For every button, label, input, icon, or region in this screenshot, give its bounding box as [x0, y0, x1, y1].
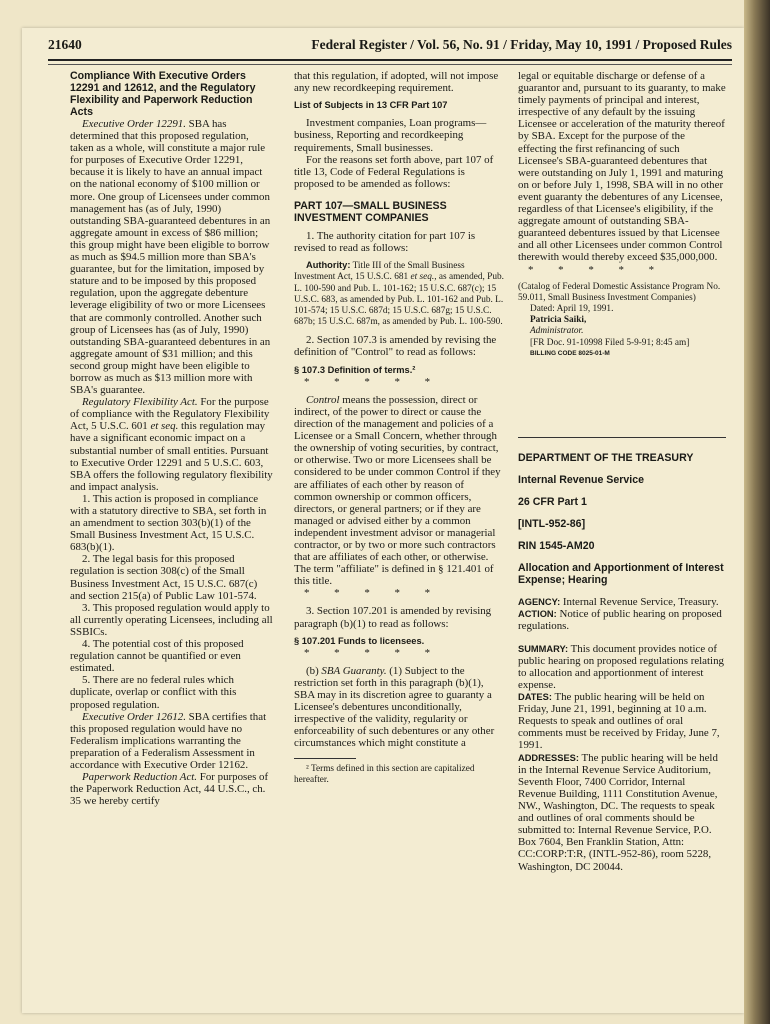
agency-line — [518, 596, 726, 608]
column-3 — [518, 70, 726, 358]
rfa-label: Regulatory Flexibility Act. — [82, 396, 198, 409]
summary-line — [518, 643, 726, 691]
rfa-paragraph — [70, 396, 273, 493]
section-107-3-heading: § 107.3 Definition of terms.² — [294, 364, 416, 375]
analysis-item-4: 4. The potential cost of this proposed regulation cannot be quantified or even estimated. — [70, 638, 244, 675]
ellipsis-stars: * * * * * — [304, 375, 442, 388]
guaranty-continuation: legal or equitable discharge or defense of a guarantor and, pursuant to its guaranty, to make timely payments of principal and interest, irrespective of any default by the issuing Licensee or acceleration of the maturity thereof by SBA. Except for the purpose of the effecting the first refinancing of such Licensee's SBA-guaranteed debentures that were outstanding on July 1, 1991 and maturing on or before July 1, 1998, SBA will in no other event guaranty the debentures of any Licensee, regardless of that Licensee's eligibility, if the aggregate amount of outstanding SBA-guaranteed debentures issued by that Licensee and all other Licensees under common Control therewith would thereby exceed $35,000,000. — [518, 70, 726, 264]
dates-text: The public hearing will be held on Friday, June 21, 1991, beginning at 10 a.m. Requests to speak and outlines of oral comments must be received by Friday, June 7, 1991. — [518, 690, 720, 752]
billing-code: BILLING CODE 8025-01-M — [530, 349, 610, 357]
rin-number: RIN 1545-AM20 — [518, 540, 595, 552]
rfa-etseq: et seq. — [147, 420, 179, 433]
addresses-text: The public hearing will be held in the Internal Revenue Service Auditorium, Seventh Floor, 7400 Corridor, Internal Revenue Building, 1111 Constitution Avenue, NW., Washington, DC. The requests to speak and outlines of oral comments should be submitted to: Internal Revenue Service, P.O. Box 7604, Ben Franklin Station, Attn: CC:CORP:T:R, (INTL-952-86), room 5228, Washington, DC 20044. — [518, 751, 718, 873]
docket-number: [INTL-952-86] — [518, 518, 586, 530]
eo12612-text: SBA certifies that this proposed regulation would have no Federalism implications warranting the preparation of a Federalism Assessment in accordance with Executive Order 12162. — [70, 710, 267, 771]
instruction-2: 2. Section 107.3 is amended by revising the definition of "Control" to read as follows: — [294, 334, 497, 359]
control-text: means the possession, direct or indirect, of the power to direct or cause the direction of the management and policies of a Licensee or a Small Concern, whether through the ownership of voting securities, by contract, or otherwise. Two or more Licensees shall be considered to be under common Control if they are affiliates of each other by reason of common ownership or common officers, directors, or general partners; or if they are managed or advised either by a common independent investment advisor or managerial contractor, or by two or more such contractors that are affiliates of each other, or otherwise. The term "affiliate" is defined in § 121.401 of this title. — [294, 393, 501, 588]
authority-citation — [294, 260, 504, 328]
column-1 — [70, 70, 273, 807]
column-2 — [294, 70, 504, 786]
fr-doc-line: [FR Doc. 91-10998 Filed 5-9-91; 8:45 am] — [530, 337, 690, 348]
action-line — [518, 608, 726, 632]
pra-text: For purposes of the Paperwork Reduction Act, 44 U.S.C., ch. 35 we hereby certify — [70, 771, 269, 808]
addresses-label: ADDRESSES: — [518, 752, 579, 763]
subjects-list: Investment companies, Loan programs—business, Reporting and recordkeeping requirements, Small businesses. — [294, 117, 487, 154]
running-title: Federal Register / Vol. 56, No. 91 / Friday, May 10, 1991 / Proposed Rules — [311, 37, 732, 52]
agency-heading: Internal Revenue Service — [518, 474, 645, 486]
ellipsis-stars-4: * * * * * — [528, 263, 666, 276]
authority-text-a: Title III of the Small Business Investment Act, 15 U.S.C. 681 — [294, 261, 465, 283]
reasons-paragraph: For the reasons set forth above, part 107 of title 13, Code of Federal Regulations is proposed to be amended as follows: — [294, 153, 494, 190]
page-edge-shadow — [744, 0, 770, 1024]
addresses-line — [518, 752, 726, 873]
subjects-heading: List of Subjects in 13 CFR Part 107 — [294, 100, 448, 111]
agency-label: AGENCY: — [518, 597, 561, 607]
header-rule — [48, 59, 732, 65]
agency-text: Internal Revenue Service, Treasury. — [560, 596, 719, 608]
dated-line: Dated: April 19, 1991. — [530, 304, 614, 314]
column-3-treasury — [518, 452, 726, 873]
control-definition — [294, 394, 504, 588]
page-header — [48, 37, 732, 57]
ellipsis-stars-2: * * * * * — [304, 587, 442, 600]
signer-title: Administrator. — [530, 326, 584, 337]
analysis-item-5: 5. There are no federal rules which duplicate, overlap or conflict with this proposed regulation. — [70, 674, 237, 711]
b-label: (b) — [306, 664, 322, 677]
page-number: 21640 — [48, 37, 82, 52]
authority-label: Authority: — [306, 260, 351, 271]
sba-guaranty-paragraph — [294, 665, 504, 750]
eo12291-label: Executive Order 12291. — [82, 118, 186, 130]
summary-text: This document provides notice of public hearing on proposed regulations relating to allocation and apportionment of interest expense. — [518, 642, 724, 691]
catalog-citation: (Catalog of Federal Domestic Assistance Program No. 59.011, Small Business Investment Companies) — [518, 281, 721, 303]
department-heading: DEPARTMENT OF THE TREASURY — [518, 452, 694, 464]
rfa-text: For the purpose of compliance with the Regulatory Flexibility Act, 5 U.S.C. 601 — [70, 396, 270, 433]
cfr-heading: 26 CFR Part 1 — [518, 496, 587, 508]
eo12612-paragraph — [70, 711, 273, 771]
section-divider — [518, 437, 726, 438]
rfa-text-2: this regulation may have a significant economic impact on a substantial number of small entities. Pursuant to Executive Order 12291 and 5 U.S.C. 603, SBA offers the following regulatory flexibility and impact analysis. — [70, 420, 273, 493]
document-title: Allocation and Apportionment of Interest Expense; Hearing — [518, 562, 724, 586]
part-heading: PART 107—SMALL BUSINESS INVESTMENT COMPANIES — [294, 199, 447, 224]
instruction-1: 1. The authority citation for part 107 is revised to read as follows: — [294, 229, 476, 255]
ellipsis-stars-3: * * * * * — [304, 646, 442, 659]
eo12291-text: SBA has determined that this proposed regulation, taken as a whole, will constitute a major rule for purposes of Executive Order 12291, because it is likely to have an annual impact on the national economy of $100 million or more. One group of Licensees under common management has (as of July, 1990) outstanding SBA-guaranteed debentures in an aggregate amount in excess of $86 million; this group might have been eligible to borrow as much as $94.5 million more than SBA's guarantee, but for the limitation, imposed by stature and to be imposed by this proposed regulation, upon the aggregate debenture leverage eligibility of two or more Licensees that are commonly controlled. Another such group of Licensees has (as of July, 1990) outstanding SBA-guaranteed debentures in an aggregate amount of $31 million; and this second group might have been eligible to borrow as much as $13 million more with SBA's guarantee. — [70, 118, 271, 397]
eo12291-paragraph — [70, 118, 273, 396]
sba-guaranty-text: (1) Subject to the restriction set forth in this paragraph (b)(1), SBA may in its discretion agree to guaranty a Licensee's debentures unconditionally, irrespective of the validity, regularity or enforceability of such debentures or any other circumstances which might constitute a — [294, 664, 495, 750]
action-text: Notice of public hearing on proposed regulations. — [518, 608, 722, 633]
pra-label: Paperwork Reduction Act. — [82, 771, 198, 784]
pra-continuation: that this regulation, if adopted, will not impose any new recordkeeping requirement. — [294, 70, 499, 95]
footnote-rule — [294, 758, 356, 759]
section-107-201-heading: § 107.201 Funds to licensees. — [294, 635, 425, 646]
control-term: Control — [306, 393, 340, 406]
analysis-item-1: 1. This action is proposed in compliance with a statutory directive to SBA, set forth in an amendment to section 303(b)(1) of the Small Business Investment Act, 15 U.S.C. 683(b)(1). — [70, 492, 267, 554]
footnote: ² Terms defined in this section are capitalized hereafter. — [294, 763, 475, 785]
pra-paragraph — [70, 771, 273, 807]
dates-label: DATES: — [518, 691, 552, 702]
authority-text-b: as amended, Pub. L. 100-590 and Pub. L. 101-162; 15 U.S.C. 687(c); 15 U.S.C. 683, as amended by Pub. L. 101-162 and Pub. L. 101-574; 15 U.S.C. 687d; 15 U.S.C. 687g; 15 U.S.C. 687b; 15 U.S.C. 687m, as amended by Pub. L. 100-590. — [294, 272, 504, 328]
action-label: ACTION: — [518, 609, 557, 620]
compliance-heading: Compliance With Executive Orders 12291 and 12612, and the Regulatory Flexibility and Paperwork Reduction Acts — [70, 70, 256, 118]
eo12612-label: Executive Order 12612. — [82, 710, 186, 723]
sba-guaranty-term: SBA Guaranty. — [321, 664, 387, 677]
analysis-item-3: 3. This proposed regulation would apply to all currently operating Licensees, including all SSBICs. — [70, 601, 273, 638]
analysis-item-2: 2. The legal basis for this proposed regulation is section 308(c) of the Small Business Investment Act, 15 U.S.C. 687(c) and section 215(a) of Public Law 101-574. — [70, 553, 258, 602]
dates-line — [518, 691, 726, 752]
authority-etseq: et seq., — [410, 272, 437, 283]
signer-name: Patricia Saiki, — [530, 315, 587, 326]
instruction-3: 3. Section 107.201 is amended by revising paragraph (b)(1) to read as follows: — [294, 605, 492, 630]
summary-label: SUMMARY: — [518, 643, 569, 654]
